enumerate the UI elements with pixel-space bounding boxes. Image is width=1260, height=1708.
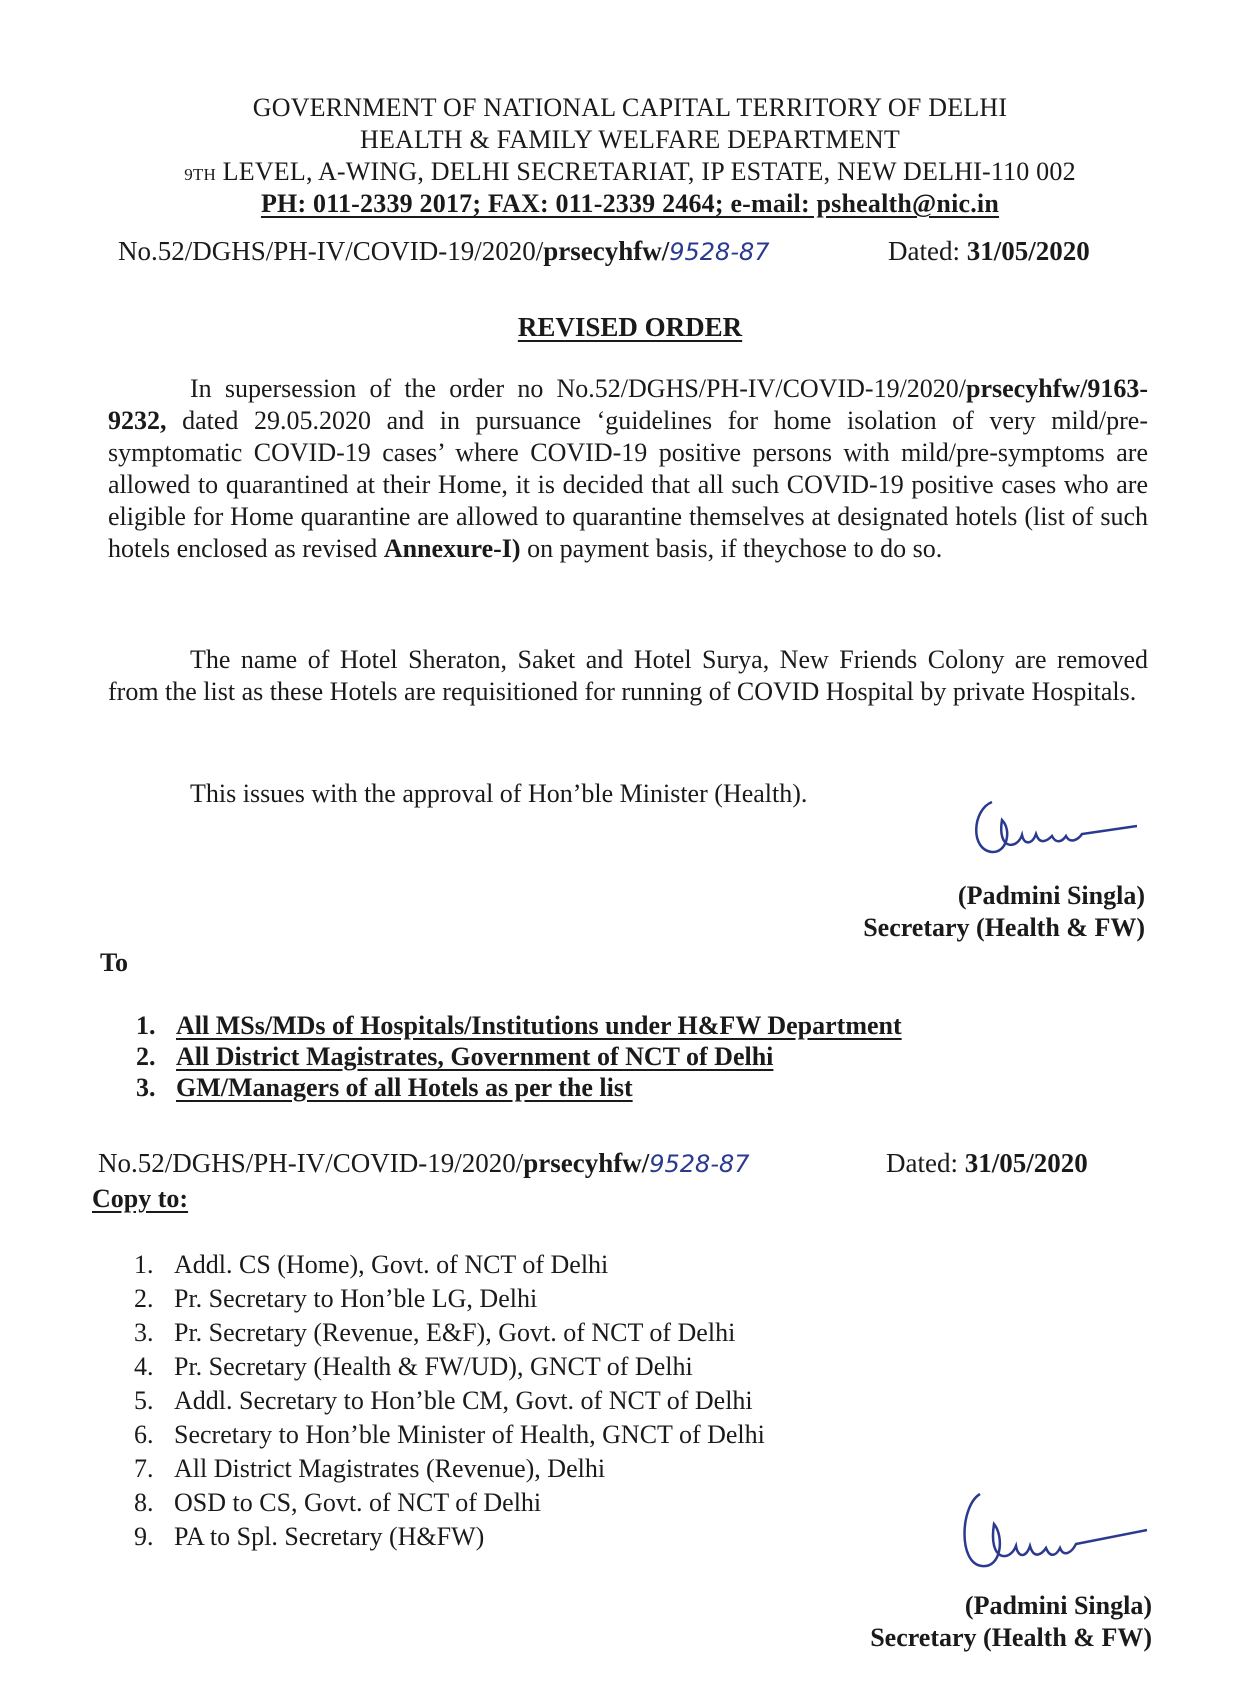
dept-header-line1: GOVERNMENT OF NATIONAL CAPITAL TERRITORY OF DELHI [252,93,1008,122]
copy-item: 6. Secretary to Hon’ble Minister of Health, GNCT of Delhi [134,1420,765,1449]
copy-item: 7. All District Magistrates (Revenue), Delhi [134,1454,606,1483]
date-label: Dated: [888,236,967,266]
paragraph-supersession [108,373,1148,565]
recipient-item: 2. All District Magistrates, Government of NCT of Delhi [136,1042,774,1071]
ref-bold: prsecyhfw/ [543,236,670,266]
date-value: 31/05/2020 [966,236,1090,266]
copy-reference [98,1148,750,1179]
address-level-sup: 9TH [184,165,216,184]
signature-padmini [962,790,1142,870]
copy-ref-handwritten-number: 9528-87 [649,1150,750,1178]
p1-ref-number: prsecyhfw/9163-9232, [108,374,1148,435]
order-date [888,236,1090,267]
recipient-list [136,1010,902,1103]
recipient-item: 3. GM/Managers of all Hotels as per the list [136,1073,633,1102]
p1-text-1: In supersession of the order no No.52/DGHS/PH-IV/COVID-19/2020/ [190,374,967,403]
copy-to-label: Copy to: [92,1184,189,1213]
signature-graphic-2 [952,1486,1152,1586]
p1-text-2: dated 29.05.2020 and in pursuance ‘guidelines for home isolation of very mild/pre-symptomatic COVID-19 cases’ where COVID-19 positive persons with mild/pre-symptoms are allowed to quarantined at their Home, it is decided that all such COVID-19 positive cases who are eligible for Home quarantine are allowed to quarantine themselves at designated hotels (list of such hotels enclosed as revised [108,406,1148,563]
copy-list [134,1248,765,1554]
copy-item: 4. Pr. Secretary (Health & FW/UD), GNCT of Delhi [134,1352,693,1381]
paragraph-approval: This issues with the approval of Hon’ble Minister (Health). [190,779,808,808]
copy-ref-prefix: No.52/DGHS/PH-IV/COVID-19/2020/ [98,1148,524,1178]
copy-item: 8. OSD to CS, Govt. of NCT of Delhi [134,1488,542,1517]
p1-annexure: Annexure-I) [383,534,521,563]
copy-item: 2. Pr. Secretary to Hon’ble LG, Delhi [134,1284,538,1313]
copy-item: 5. Addl. Secretary to Hon’ble CM, Govt. of NCT of Delhi [134,1386,753,1415]
copy-date-value: 31/05/2020 [964,1148,1088,1178]
signature-padmini-2 [952,1486,1152,1586]
signatory-name: (Padmini Singla) [957,881,1145,910]
signature-graphic [962,790,1142,870]
copy-date-label: Dated: [886,1148,965,1178]
signatory-designation: Secretary (Health & FW) [863,913,1145,942]
paragraph-hotels-removed: The name of Hotel Sheraton, Saket and Hotel Surya, New Friends Colony are removed from the list as these Hotels are requisitioned for running of COVID Hospital by private Hospitals. [108,645,1148,706]
copy-ref-bold: prsecyhfw/ [523,1148,650,1178]
p1-text-3: on payment basis, if theychose to do so. [520,534,943,563]
copy-item: 3. Pr. Secretary (Revenue, E&F), Govt. of NCT of Delhi [134,1318,736,1347]
ref-prefix: No.52/DGHS/PH-IV/COVID-19/2020/ [118,236,544,266]
order-reference [118,236,770,267]
copy-item: 9. PA to Spl. Secretary (H&FW) [134,1522,485,1551]
recipient-item: 1. All MSs/MDs of Hospitals/Institutions under H&FW Department [136,1011,902,1040]
to-label: To [100,948,128,977]
signatory2-name: (Padmini Singla) [964,1591,1152,1620]
contact-line: PH: 011-2339 2017; FAX: 011-2339 2464; e-mail: pshealth@nic.in [260,189,1000,218]
dept-address [0,156,1260,191]
copy-date [886,1148,1088,1179]
copy-item: 1. Addl. CS (Home), Govt. of NCT of Delhi [134,1250,609,1279]
ref-handwritten-number: 9528-87 [669,238,770,266]
order-title: REVISED ORDER [517,312,743,342]
dept-header-line2: HEALTH & FAMILY WELFARE DEPARTMENT [360,125,900,154]
address-text: LEVEL, A-WING, DELHI SECRETARIAT, IP ESTATE, NEW DELHI-110 002 [222,157,1076,186]
signatory2-designation: Secretary (Health & FW) [870,1623,1152,1652]
